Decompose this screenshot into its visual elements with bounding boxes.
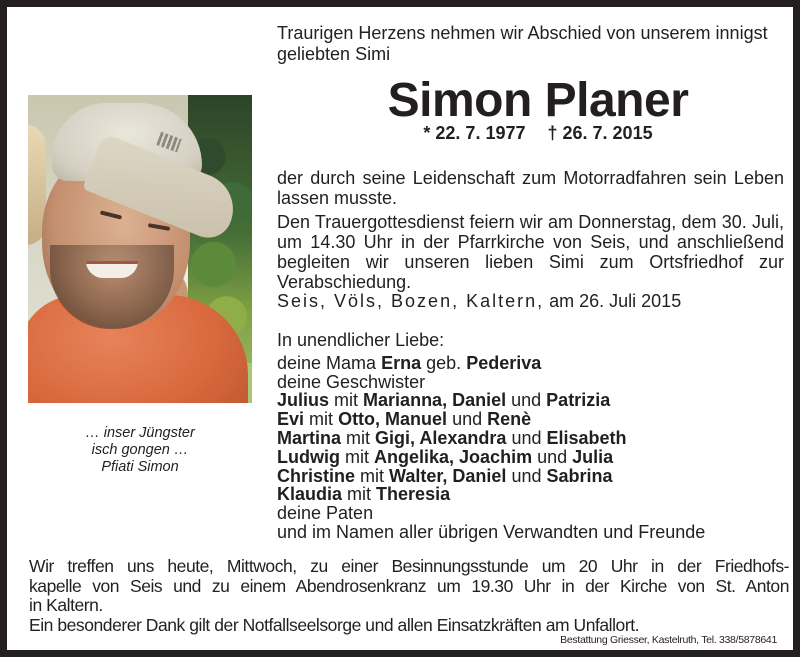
footer-line: Wir treffen uns heute, Mittwoch, zu einer Besinnungsstunde um 20 Uhr in der Friedhofs-: [29, 556, 789, 576]
sibling-line: Evi mit Otto, Manuel und Renè: [277, 409, 532, 430]
footer-line: kapelle von Seis und zu einem Abendrosenkranz um 19.30 Uhr in der Kirche von St. Anton: [29, 575, 789, 596]
family-list: [277, 331, 787, 542]
sibling-line: Klaudia mit Theresia: [277, 484, 451, 505]
service-paragraph: Den Trauergottesdienst feiern wir am Donnerstag, dem 30. Juli, um 14.30 Uhr in der Pfarrkirche von Seis, und anschließend begleiten wir unseren lieben Simi zum Ortsfriedhof zur Verabschiedung.: [277, 212, 784, 292]
godparents-line: deine Paten: [277, 503, 374, 524]
footer-notice: [29, 557, 789, 635]
intro-text: Traurigen Herzens nehmen wir Abschied von unserem innigst geliebten Simi: [277, 23, 768, 64]
closing-line: und im Namen aller übrigen Verwandten und Freunde: [277, 521, 706, 542]
portrait-photo: [28, 95, 252, 403]
date: am 26. Juli 2015: [549, 291, 682, 311]
sibling-line: Julius mit Marianna, Daniel und Patrizia: [277, 390, 611, 411]
places: Seis, Völs, Bozen, Kaltern,: [277, 291, 545, 311]
footer-line: in Kaltern.: [29, 595, 103, 615]
sibling-line: Martina mit Gigi, Alexandra und Elisabeth: [277, 427, 627, 448]
place-date: [277, 290, 787, 312]
deceased-name: Simon Planer: [387, 74, 689, 127]
cause-paragraph: der durch seine Leidenschaft zum Motorradfahren sein Leben lassen musste.: [277, 168, 784, 208]
siblings-label: deine Geschwister: [277, 371, 426, 392]
death-date: † 26. 7. 2015: [547, 123, 653, 143]
life-dates: [277, 122, 787, 144]
undertaker-credit: Bestattung Griesser, Kastelruth, Tel. 338/5878641: [560, 634, 777, 646]
thanks-line: Ein besonderer Dank gilt der Notfallseelsorge und allen Einsatzkräften am Unfallort.: [29, 614, 640, 635]
mother-line: deine Mama Erna geb. Pederiva: [277, 352, 542, 373]
sibling-line: Ludwig mit Angelika, Joachim und Julia: [277, 446, 614, 467]
family-heading: In unendlicher Liebe:: [277, 330, 445, 350]
obituary-card: [7, 7, 793, 650]
sibling-line: Christine mit Walter, Daniel und Sabrina: [277, 465, 613, 486]
photo-caption: … inser Jüngster isch gongen … Pfiati Simon: [85, 425, 195, 475]
birth-date: * 22. 7. 1977: [423, 123, 526, 143]
